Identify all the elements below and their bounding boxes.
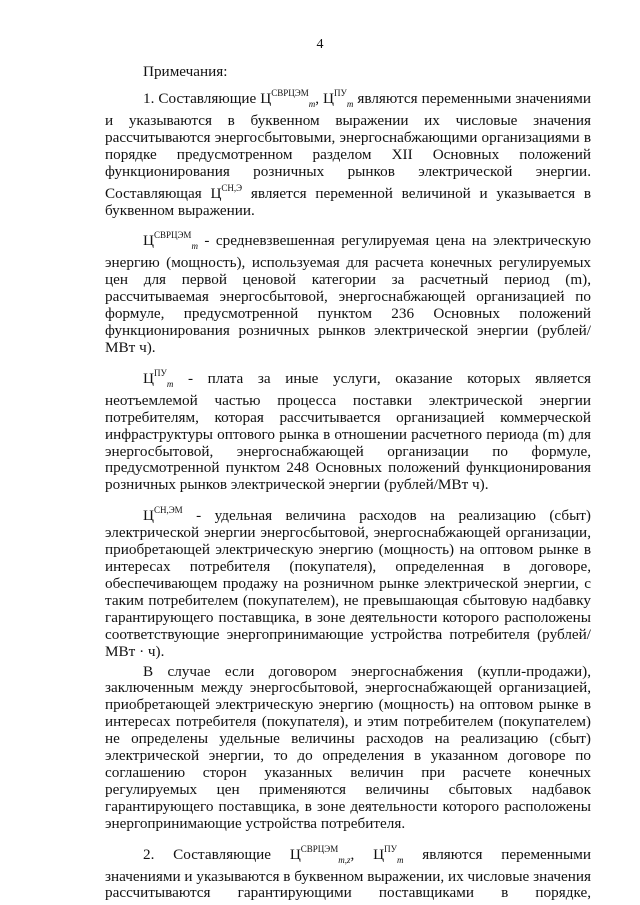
definition-snem-paragraph — [105, 503, 591, 660]
symbol-c-svrcem: $Ц^{СВРЦЭМ}_m$ — [260, 87, 316, 109]
definition-svrcem-text: - средневзвешенная регулируемая цена на электрическую энергию (мощность), используемая для расчета конечных регулируемых цен для первой ценовой категории за расчетный период (m), рассчитываемая энергосбытовой, энергоснабжающей организацией по формуле, предусмотренной пунктом 236 Основных положений функционирования розничных рынков электрической энергии (рублей/МВт ч). — [105, 232, 591, 356]
symbol-c-pu: $Ц^{ПУ}_m$ — [323, 87, 354, 109]
symbol-c-svrcem-def: $Ц^{СВРЦЭМ}_m$ — [143, 230, 198, 252]
notes-heading: Примечания: — [143, 63, 228, 80]
symbol-c-pu-def: $Ц^{ПУ}_m$ — [143, 367, 174, 389]
note-1-paragraph — [105, 86, 591, 220]
symbol-c-sn-e: $Ц^{СН,Э}$ — [210, 182, 243, 202]
contract-case-paragraph: В случае если договором энергоснабжения (купли-продажи), заключенным между энергосбытовой, энергоснабжающей организацией, приобретающей электрическую энергию (мощность) на оптовом рынке в интересах потребителя (покупателя), и этим потребителем (покупателем) не определены удельные величины расходов на реализацию (сбыт) электрической энергии, то до определения в указанном договоре по соглашению сторон указанных величин при расчете конечных регулируемых цен применяются величины сбытовых надбавок гарантирующего поставщика, в зоне деятельности которого расположены энергопринимающие устройства потребителя. — [105, 662, 591, 832]
note-2-paragraph — [105, 842, 591, 903]
note-2-comma: , — [350, 845, 374, 863]
definition-pu-paragraph — [105, 366, 591, 494]
note-2-text-a: 2. Составляющие — [143, 845, 290, 863]
note-1-text-a: 1. Составляющие — [143, 89, 261, 107]
definition-snem-text: - удельная величина расходов на реализацию (сбыт) электрической энергии энергосбытовой, энергоснабжающей организации, приобретающей электрическую энергию (мощность) на оптовом рынке в интересах потребителя (покупателя), определенная в договоре, обеспечивающем продажу на розничном рынке электрической энергии, с таким потребителем (покупателем), не превышающая сбытовую надбавку гарантирующего поставщика, в зоне деятельности которого расположены соответствующие энергопринимающие устройства потребителя (рублей/МВт · ч). — [105, 507, 591, 660]
symbol-c-svrcem-mz: $Ц^{СВРЦЭМ}_{m,z}$ — [289, 843, 351, 865]
definition-svrcem-paragraph — [105, 228, 591, 356]
definition-pu-text: - плата за иные услуги, оказание которых является неотъемлемой частью процесса поставки электрической энергии потребителям, которая рассчитывается организацией коммерческой инфраструктуры оптового рынка в отношении расчетного периода (m) для энергосбытовой, энергоснабжающей организации по формуле, предусмотренной пунктом 248 Основных положений функционирования розничных рынков электрической энергии (рублей/МВт ч). — [105, 369, 591, 494]
note-1-comma: , — [315, 89, 324, 107]
note-1-text-b: являются переменными значениями и указываются в буквенном выражении их числовые значения рассчитываются энергосбытовыми, энергоснабжающими организациями в порядке предусмотренном разделом XII Основных положений функционирования розничных рынков электрической энергии. Составляющая — [105, 89, 592, 202]
note-1-text-c: является переменной величиной и указывается в буквенном выражении. — [105, 184, 591, 219]
note-2-text-b: являются переменными значениями и указываются в буквенном выражении, их числовые значения рассчитываются гарантирующими поставщиками в порядке, — [105, 845, 591, 902]
symbol-c-pu-2: $Ц^{ПУ}_m$ — [373, 843, 404, 865]
document-body — [105, 64, 591, 905]
page-number: 4 — [316, 37, 324, 52]
symbol-c-snem-def: $Ц^{СН,ЭМ}$ — [143, 505, 183, 525]
